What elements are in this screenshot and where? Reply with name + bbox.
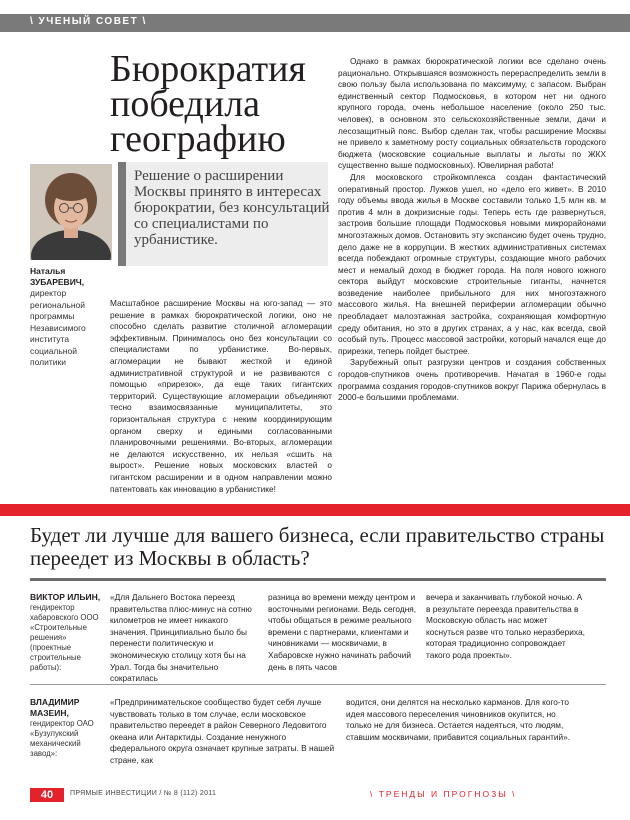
article-body-left xyxy=(110,298,332,495)
portrait-illustration xyxy=(30,164,112,260)
section-divider-red xyxy=(0,504,630,516)
body-paragraph: Для московского стройкомплекса создан фантастический оперативный простор. Лужков ушел, но «дело его живет». В 2010 году объемы ввода жилья в Москве составили только 1,5 млн кв. м против 4 млн в докризисные годы. Теперь есть где развернуться, застроив большие площади Подмосковья новыми микрорайонами многоэтажных домов. Остановить эту экспансию будет очень трудно, дело даже не в коррупции. В жестких административных системах всегда побеждают огромные структуры, создающие много рабочих мест и немалый доход в бюджет города. На поля нового южного сектора выйдут московские строительные гиганты, начнется возведение наиболее прибыльного для них многоэтажного массового жилья. На внешней периферии агломерации обычно преобладает малоэтажная застройка, сохраняющая комфортную среду обитания, но это в других странах, а у нас, как всегда, свой особый путь. Процесс массовой застройки, который начался еще до прирезки, теперь пойдет быстрее. xyxy=(338,171,607,356)
author-first-name: Наталья xyxy=(30,266,66,276)
footer-section-label: \ ТРЕНДЫ И ПРОГНОЗЫ \ xyxy=(370,789,517,799)
expert-1-credit xyxy=(30,592,106,673)
poll-question: Будет ли лучше для вашего бизнеса, если правительство страны переедет из Москвы в область? xyxy=(30,523,605,570)
question-divider xyxy=(30,578,606,581)
section-label: \ УЧЕНЫЙ СОВЕТ \ xyxy=(30,16,147,27)
publication-info: ПРЯМЫЕ ИНВЕСТИЦИИ / № 8 (112) 2011 xyxy=(70,790,217,797)
expert-1-quote-col-1: «Для Дальнего Востока переезд правительства плюс-минус на сотню километров не имеет никакого значения. Принципиально было бы перенести политическую и экономическую столицу хотя бы на Урал. Тогда бы значительно сократилась xyxy=(110,592,252,684)
section-header-bar xyxy=(0,14,630,32)
expert-role: гендиректор ОАО «Бузулукский механический завод»: xyxy=(30,719,94,758)
body-paragraph: Зарубежный опыт разгрузки центров и создания собственных городов-спутников очень противоречив. Начатая в 1960-е годы программа создания городов-спутников вокруг Парижа обернулась в 2000-е большими проблемами. xyxy=(338,357,606,403)
article-title: Бюрократия победила географию xyxy=(110,48,306,160)
expert-2-quote-col-2: водится, они делятся на несколько карманов. Для кого-то идея массового переселения чиновников окупится, но только не для бизнеса. Остается надеяться, что людям, ставшим москвичами, прибавится социальных гарантий». xyxy=(346,697,571,742)
expert-name: ВИКТОР ИЛЬИН, xyxy=(30,592,101,602)
expert-2-quote-col-1: «Предпринимательское сообщество будет себя лучше чувствовать только в том случае, если московское правительство переедет в район Северного Ледовитого океана или Антарктиды. Создание ненужного федерального округа означает крупные затраты. В нашей стране, как xyxy=(110,697,335,765)
expert-role: гендиректор хабаровского ООО «Строительные решения» (проектные строительные работы): xyxy=(30,603,99,672)
expert-divider xyxy=(30,684,606,685)
expert-2-credit xyxy=(30,697,106,759)
lead-accent-bar xyxy=(118,162,126,266)
author-role: директор региональной программы Независимого института социальной политики xyxy=(30,288,86,367)
author-photo xyxy=(30,164,112,260)
expert-1-quote-col-3: вечера и заканчивать глубокой ночью. А в результате переезда правительства в Московскую область нас может коснуться разве что только неразбериха, которая традиционно сопровождает такого рода проекты». xyxy=(426,592,585,660)
expert-name: ВЛАДИМИР МАЗЕИН, xyxy=(30,697,80,718)
body-paragraph: Масштабное расширение Москвы на юго-запад — это решение в рамках бюрократической логики, оно не способно сделать развитие столичной агломерации эффективным. Принималось оно без консультации со специалистами по урбанистике. Во-первых, агломерации не бывают жесткой и единой административной структурой и не развиваются с помощью «прирезок», да еще таких гигантских территорий. Существующие агломерации объединяют тесно взаимосвязанные муниципалитеты, это горизонтальная структура с неким координирующим органом сверху и едиными согласованными планировочными решениями. Во-вторых, агломерации не делаются искусственно, их нельзя «сшить на вырост». Решение новых московских властей о гигантском расширении и в одном направлении можно патентовать как инновацию в урбанистике! xyxy=(110,298,332,494)
expert-1-quote-col-2: разница во времени между центром и восточными регионами. Ведь сегодня, чтобы общаться в режиме реального времени с партнерами, клиентами и чиновниками — москвичами, в Хабаровске нужно начинать рабочий день в пять часов xyxy=(268,592,417,672)
article-body-right xyxy=(338,56,606,404)
lead-text: Решение о расширении Москвы принято в интересах бюрократии, без консультаций со специалистами по урбанистике. xyxy=(134,168,330,248)
author-last-name: ЗУБАРЕВИЧ, xyxy=(30,277,85,287)
page-number: 40 xyxy=(30,788,64,802)
author-name xyxy=(30,266,110,288)
body-paragraph: Однако в рамках бюрократической логики все сделано очень рационально. Открывшаяся возможность перераспределить земли в свою пользу была использована по максимуму, с запасом. Выбран единственный сектор Подмосковья, в котором нет ни одного крупного города, очень небольшое население (около 250 тыс. человек), в основном это сельскохозяйственные земли, дачи и лесозащитный пояс. Выбор сделан так, чтобы расширение Москвы не привело к заметному росту социальных обязательств городского бюджета (московские социальные выплаты и льготы по ЖКХ существенно выше подмосковных). Ювелирная работа! xyxy=(338,56,606,171)
